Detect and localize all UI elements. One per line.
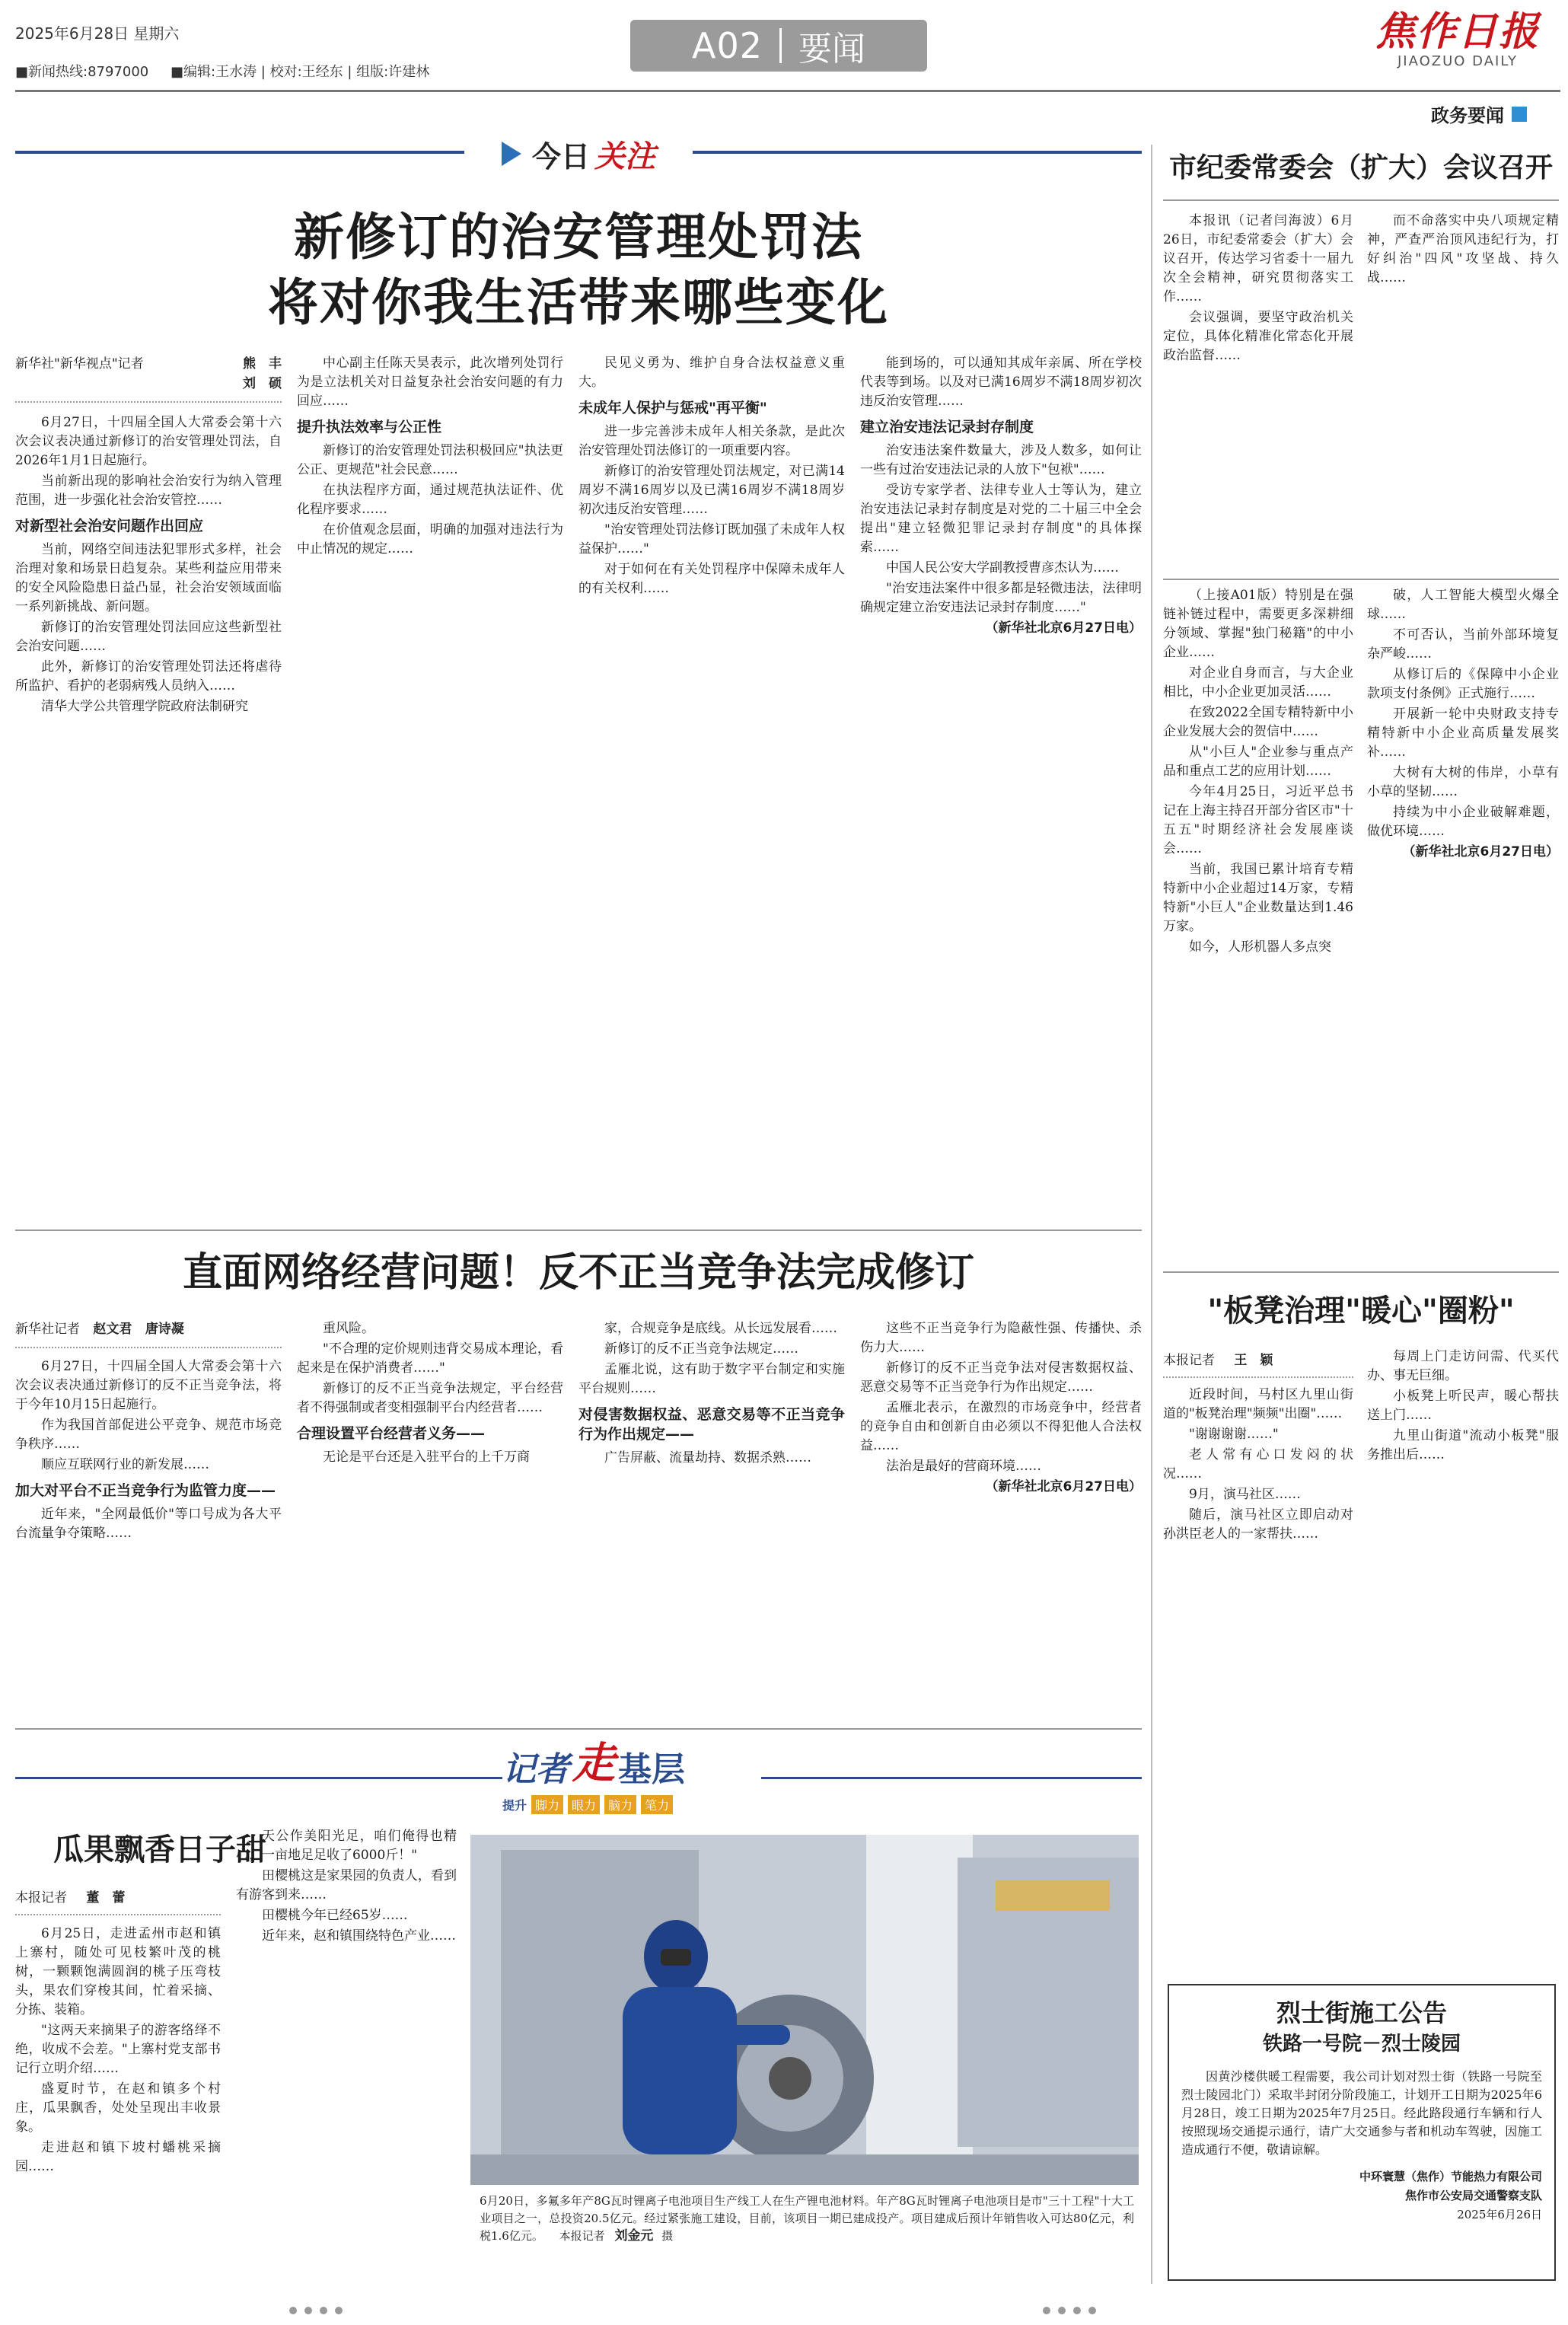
paragraph: "谢谢谢谢……": [1189, 1427, 1279, 1442]
article5-col1: [1163, 586, 1353, 1256]
article1-col2: [297, 354, 563, 560]
section-divider: [15, 1229, 1142, 1231]
brand-name: 焦作日报: [1375, 8, 1540, 55]
paragraph: 九里山街道"流动小板凳"服务推出后……: [1367, 1428, 1559, 1462]
paragraph: 清华大学公共管理学院政府法制研究: [41, 699, 248, 714]
paragraph: 6月27日，十四届全国人大常委会第十六次会议表决通过新修订的治安管理处罚法，自2026年1月1日起施行。: [15, 415, 282, 468]
article3-byline-text: 本报记者: [15, 1890, 67, 1906]
paragraph: 新修订的反不正当竞争法对侵害数据权益、恶意交易等不正当竞争行为作出规定……: [860, 1360, 1142, 1395]
paragraph: 作为我国首部促进公平竞争、规范市场竞争秩序……: [15, 1418, 282, 1452]
paragraph: 重风险。: [323, 1321, 374, 1336]
paragraph: 家，合规竞争是底线。从长远发展看……: [604, 1321, 837, 1336]
reporter-grassroots-banner: [15, 1738, 1142, 1819]
paragraph: 对于如何在有关处罚程序中保障未成年人的有关权利……: [578, 562, 845, 596]
paragraph: 顺应互联网行业的新发展……: [41, 1457, 209, 1472]
article1-col1: [15, 354, 282, 718]
paragraph: 从"小巨人"企业参与重点产品和重点工艺的应用计划……: [1163, 745, 1353, 779]
paragraph: 持续为中小企业破解难题，做优环境……: [1367, 805, 1559, 839]
paragraph: 中国人民公安大学副教授曹彦杰认为……: [886, 560, 1119, 576]
article1-title-line1: 新修订的治安管理处罚法: [294, 207, 863, 266]
brand-logo: [1362, 8, 1553, 84]
banner-tag: 眼力: [568, 1795, 600, 1814]
paragraph: 而不命落实中央八项规定精神，严查严治顶风违纪行为，打好纠治"四风"攻坚战、持久战……: [1367, 213, 1559, 285]
paragraph: 在执法程序方面，通过规范执法证件、优化程序要求……: [297, 483, 563, 517]
paragraph: 新修订的治安管理处罚法回应这些新型社会治安问题……: [15, 620, 282, 654]
paragraph: 不可否认，当前外部环境复杂严峻……: [1367, 627, 1559, 662]
photographer: 刘金元: [614, 2228, 654, 2244]
article3-reporter: 董 蕾: [86, 1890, 126, 1906]
paragraph: 民见义勇为、维护自身合法权益意义重大。: [578, 356, 845, 390]
article2-col4: [860, 1319, 1142, 1498]
paragraph: 9月，演马社区……: [1189, 1487, 1301, 1502]
editor-credits: ■编辑:王水涛 | 校对:王经东 | 组版:许建林: [171, 64, 430, 80]
subheading: 未成年人保护与惩戒"再平衡": [578, 400, 767, 416]
caption-text: 6月20日，多氟多年产8G瓦时锂离子电池项目生产线工人在生产锂电池材料。年产8G瓦时锂离子电池项目是市"三十工程"十大工业项目之一，总投资20.5亿元。经过紧张施工建设，目前，该项目一期已建成投产。项目建成后预计年销售收入可达80亿元，利税1.6亿元。: [480, 2194, 1134, 2243]
paragraph: 无论是平台还是入驻平台的上千万商: [323, 1450, 530, 1465]
article2-reporter1: 赵文君: [93, 1322, 132, 1337]
article1-col3: [578, 354, 845, 600]
article3-col2: [236, 1827, 457, 2282]
article2-reporter2: 唐诗凝: [145, 1322, 184, 1337]
paragraph: 老人常有心口发闷的状况……: [1163, 1447, 1353, 1481]
paragraph: 天公作美阳光足，咱们俺得也精心，一亩地足足收了6000斤！": [236, 1829, 457, 1863]
issue-date: 2025年6月28日 星期六: [15, 24, 180, 43]
article-discipline-meeting: [1163, 145, 1559, 571]
paragraph: "治安违法案件中很多都是轻微违法，法律明确规定建立治安违法记录封存制度……": [860, 581, 1142, 615]
paragraph: 能到场的，可以通知其成年亲属、所在学校代表等到场。以及对已满16周岁不满18周岁初次违反治安管理……: [860, 356, 1142, 409]
paragraph: 近年来，"全网最低价"等口号成为各大平台流量争夺策略……: [15, 1507, 282, 1541]
notice-company1: 中环寰慧（焦作）节能热力有限公司: [1359, 2170, 1542, 2183]
paragraph: 在致2022全国专精特新中小企业发展大会的贺信中……: [1163, 705, 1353, 739]
paragraph: 在价值观念层面，明确的加强对违法行为中止情况的规定……: [297, 522, 563, 557]
article2-byline: [15, 1319, 282, 1339]
article5-col2: [1367, 586, 1559, 1256]
paragraph: （上接A01版）特别是在强链补链过程中，需要更多深耕细分领域、掌握"独门秘籍"的中小企业……: [1163, 588, 1353, 660]
paragraph: 当前，网络空间违法犯罪形式多样，社会治理对象和场景日趋复杂。某些利益应用带来的安全风险隐患日益凸显，社会治安领域面临一系列新挑战、新问题。: [15, 542, 282, 614]
paragraph: 从修订后的《保障中小企业款项支付条例》正式施行……: [1367, 667, 1559, 701]
paragraph: 进一步完善涉未成年人相关条款，是此次治安管理处罚法修订的一项重要内容。: [578, 424, 845, 458]
subheading: 合理设置平台经营者义务——: [297, 1425, 486, 1442]
paragraph: 新修订的治安管理处罚法规定，对已满14周岁不满16周岁以及已满16周岁不满18周岁初次违反治安管理……: [578, 464, 845, 517]
article-anti-unfair-competition: [15, 1237, 1142, 1713]
article6-title: "板凳治理"暖心"圈粉": [1207, 1293, 1515, 1328]
notice-date: 2025年6月26日: [1457, 2208, 1542, 2221]
paragraph: 如今，人形机器人多点突: [1189, 939, 1331, 955]
paragraph: 每周上门走访问需、代买代办、事无巨细。: [1367, 1349, 1559, 1383]
article4-col2: [1367, 212, 1559, 562]
page-header: [0, 0, 1568, 145]
paragraph: 近段时间，马村区九里山街道的"板凳治理"频频"出圈"……: [1163, 1387, 1353, 1421]
paragraph: 破，人工智能大模型火爆全球……: [1367, 588, 1559, 622]
paragraph: 近年来，赵和镇围绕特色产业……: [262, 1928, 456, 1944]
construction-notice: [1168, 1984, 1556, 2281]
notice-company2: 焦作市公安局交通警察支队: [1404, 2189, 1542, 2202]
paragraph: 孟雁北表示，在激烈的市场竞争中，经营者的竞争自由和创新自由必须以不得犯他人合法权益……: [860, 1400, 1142, 1453]
article6-col1: [1163, 1386, 1353, 1812]
paragraph: 广告屏蔽、流量劫持、数据杀熟……: [604, 1450, 811, 1465]
footer-dots: [1043, 2307, 1096, 2314]
article2-title: 直面网络经营问题！反不正当竞争法完成修订: [182, 1249, 974, 1296]
factory-photo: [470, 1835, 1139, 2185]
photo-caption: [480, 2193, 1134, 2245]
paragraph: 随后，演马社区立即启动对孙洪臣老人的一家帮扶……: [1163, 1507, 1353, 1542]
page-number: A02: [691, 25, 763, 66]
article4-title: 市纪委常委会（扩大）会议召开: [1168, 151, 1553, 183]
subheading: 对新型社会治安问题作出回应: [15, 518, 204, 534]
paragraph: 对企业自身而言，与大企业相比，中小企业更加灵活……: [1163, 665, 1353, 700]
today-focus-banner: [15, 137, 1142, 174]
paragraph: 今年4月25日，习近平总书记在上海主持召开部分省区市"十五五"时期经济社会发展座谈会……: [1163, 784, 1353, 856]
banner-highlight: 关注: [594, 138, 655, 174]
paragraph: 田樱桃这是家果园的负责人，看到有游客到来……: [236, 1868, 457, 1902]
paragraph: 孟雁北说，这有助于数字平台制定和实施平台规则……: [578, 1362, 845, 1396]
section-divider: [1163, 579, 1559, 580]
paragraph: 法治是最好的营商环境……: [886, 1459, 1041, 1474]
paragraph: 田樱桃今年已经65岁……: [262, 1908, 408, 1923]
article1-reporter2: 刘 硕: [243, 376, 282, 391]
paragraph: 当前，我国已累计培育专精特新中小企业超过14万家，专精特新"小巨人"企业数量达到1.46万家。: [1163, 862, 1353, 934]
paragraph: 中心副主任陈天昊表示，此次增列处罚行为是立法机关对日益复杂社会治安问题的有力回应……: [297, 356, 563, 409]
banner-tag: 笔力: [641, 1795, 673, 1814]
photo-tag: 摄: [661, 2229, 674, 2243]
notice-body: 因黄沙楼供暖工程需要，我公司计划对烈士街（铁路一号院至烈士陵园北门）采取半封闭分阶段施工，计划开工日期为2025年6月28日，竣工日期为2025年7月25日。经此路段通行车辆和行人按照现场交通提示通行，请广大交通参与者和机动车驾驶，因施工造成通行不便，敬请谅解。: [1181, 2069, 1542, 2157]
article1-headline: [15, 204, 1142, 335]
article-public-security-law: [15, 183, 1142, 1218]
paragraph: 新修订的反不正当竞争法规定，平台经营者不得强制或者变相强制平台内经营者……: [297, 1381, 563, 1415]
article3-title: 瓜果飘香日子甜: [53, 1832, 266, 1867]
paragraph: 此外，新修订的治安管理处罚法还将虐待所监护、看护的老弱病残人员纳入……: [15, 659, 282, 694]
article2-col1: [15, 1319, 282, 1545]
paragraph: 小板凳上听民声，暖心帮扶送上门……: [1367, 1389, 1559, 1423]
subheading: 提升执法效率与公正性: [297, 419, 442, 435]
article1-byline-text: 新华社"新华视点"记者: [15, 356, 144, 372]
page-number-box: [630, 20, 927, 72]
article-fruit-harvest: [15, 1827, 457, 2284]
footer-dots: [289, 2307, 343, 2314]
dateline: （新华社北京6月27日电）: [1402, 844, 1559, 860]
article6-byline-text: 本报记者: [1163, 1353, 1215, 1368]
article4-col1: [1163, 212, 1353, 562]
tag-block-icon: [1512, 107, 1527, 122]
article2-byline-text: 新华社记者: [15, 1322, 80, 1337]
article1-reporter1: 熊 丰: [243, 356, 282, 372]
paragraph: 开展新一轮中央财政支持专精特新中小企业高质量发展奖补……: [1367, 706, 1559, 760]
subheading: 对侵害数据权益、恶意交易等不正当竞争行为作出规定——: [578, 1406, 845, 1443]
article2-col2: [297, 1319, 563, 1469]
hotline: ■新闻热线:8797000: [15, 64, 149, 80]
article6-col2: [1367, 1347, 1559, 1812]
article6-reporter: 王 颖: [1234, 1353, 1273, 1368]
battery-line-worker-image: [470, 1835, 1139, 2185]
paragraph: 本报讯（记者闫海波）6月26日，市纪委常委会（扩大）会议召开，传达学习省委十一届九次全会精神，研究贯彻落实工作……: [1163, 213, 1353, 305]
article2-col3: [578, 1319, 845, 1469]
banner-prefix: 今日: [531, 139, 590, 174]
article-bench-governance: [1163, 1287, 1559, 1819]
banner-word-walk: 走: [572, 1738, 615, 1788]
banner-tag: 脚力: [531, 1795, 563, 1814]
paragraph: "不合理的定价规则违背交易成本理论，看起来是在保护消费者……": [297, 1341, 563, 1376]
banner-word-reporter: 记者: [502, 1750, 569, 1789]
dateline: （新华社北京6月27日电）: [985, 620, 1142, 636]
paragraph: 盛夏时节，在赵和镇多个村庄，瓜果飘香，处处呈现出丰收景象。: [15, 2081, 221, 2135]
article-smes-continued: [1163, 586, 1559, 1264]
paragraph: 走进赵和镇下坡村蟠桃采摘园……: [15, 2140, 221, 2174]
banner-word-grassroots: 基层: [618, 1750, 685, 1789]
paragraph: 会议强调，要坚守政治机关定位，具体化精准化常态化开展政治监督……: [1163, 310, 1353, 363]
paragraph: 6月27日，十四届全国人大常委会第十六次会议表决通过新修订的反不正当竞争法，将于今年10月15日起施行。: [15, 1359, 282, 1412]
paragraph: "这两天来摘果子的游客络绎不绝，收成不会差。"上寨村党支部书记行立明介绍……: [15, 2023, 221, 2076]
photo-credit: 本报记者: [559, 2229, 605, 2243]
column-tag-label: 政务要闻: [1431, 105, 1504, 126]
notice-title: 烈士街施工公告: [1276, 1998, 1447, 2027]
paragraph: 这些不正当竞争行为隐蔽性强、传播快、杀伤力大……: [860, 1321, 1142, 1355]
main-vertical-divider: [1151, 145, 1152, 2284]
paragraph: 大树有大树的伟岸，小草有小草的坚韧……: [1367, 765, 1559, 799]
paragraph: 治安违法案件数量大，涉及人数多，如何让一些有过治安违法记录的人放下"包袱"……: [860, 443, 1142, 477]
paragraph: 受访专家学者、法律专业人士等认为，建立治安违法记录封存制度是对党的二十届三中全会提出"建立轻微犯罪记录封存制度"的具体探索……: [860, 483, 1142, 555]
paragraph: 6月25日，走进孟州市赵和镇上寨村，随处可见枝繁叶茂的桃树，一颗颗饱满圆润的桃子压弯枝头，果农们穿梭其间，忙着采摘、分拣、装箱。: [15, 1926, 221, 2017]
article1-title-line2: 将对你我生活带来哪些变化: [268, 273, 889, 332]
banner-arrow-icon: [502, 142, 521, 166]
header-rule: [15, 90, 1560, 92]
banner-tagline: 提升: [502, 1798, 527, 1813]
section-divider: [1163, 1271, 1559, 1273]
article3-col1: [15, 1925, 221, 2282]
dateline: （新华社北京6月27日电）: [985, 1479, 1142, 1494]
section-name: 要闻: [798, 30, 865, 69]
brand-name-en: JIAOZUO DAILY: [1397, 53, 1518, 69]
paragraph: 新修订的反不正当竞争法规定……: [604, 1341, 798, 1357]
page-divider: [779, 28, 782, 63]
subheading: 建立治安违法记录封存制度: [860, 419, 1034, 435]
paragraph: 新修订的治安管理处罚法积极回应"执法更公正、更规范"社会民意……: [297, 443, 563, 477]
subheading: 加大对平台不正当竞争行为监管力度——: [15, 1482, 276, 1499]
article1-byline: [15, 354, 282, 374]
paragraph: "治安管理处罚法修订既加强了未成年人权益保护……": [578, 522, 845, 557]
paragraph: 当前新出现的影响社会治安行为纳入管理范围，进一步强化社会治安管控……: [15, 474, 282, 508]
notice-subtitle: 铁路一号院－烈士陵园: [1262, 2033, 1461, 2056]
article1-col4: [860, 354, 1142, 639]
banner-tag: 脑力: [604, 1795, 636, 1814]
column-tag: [1431, 100, 1527, 127]
